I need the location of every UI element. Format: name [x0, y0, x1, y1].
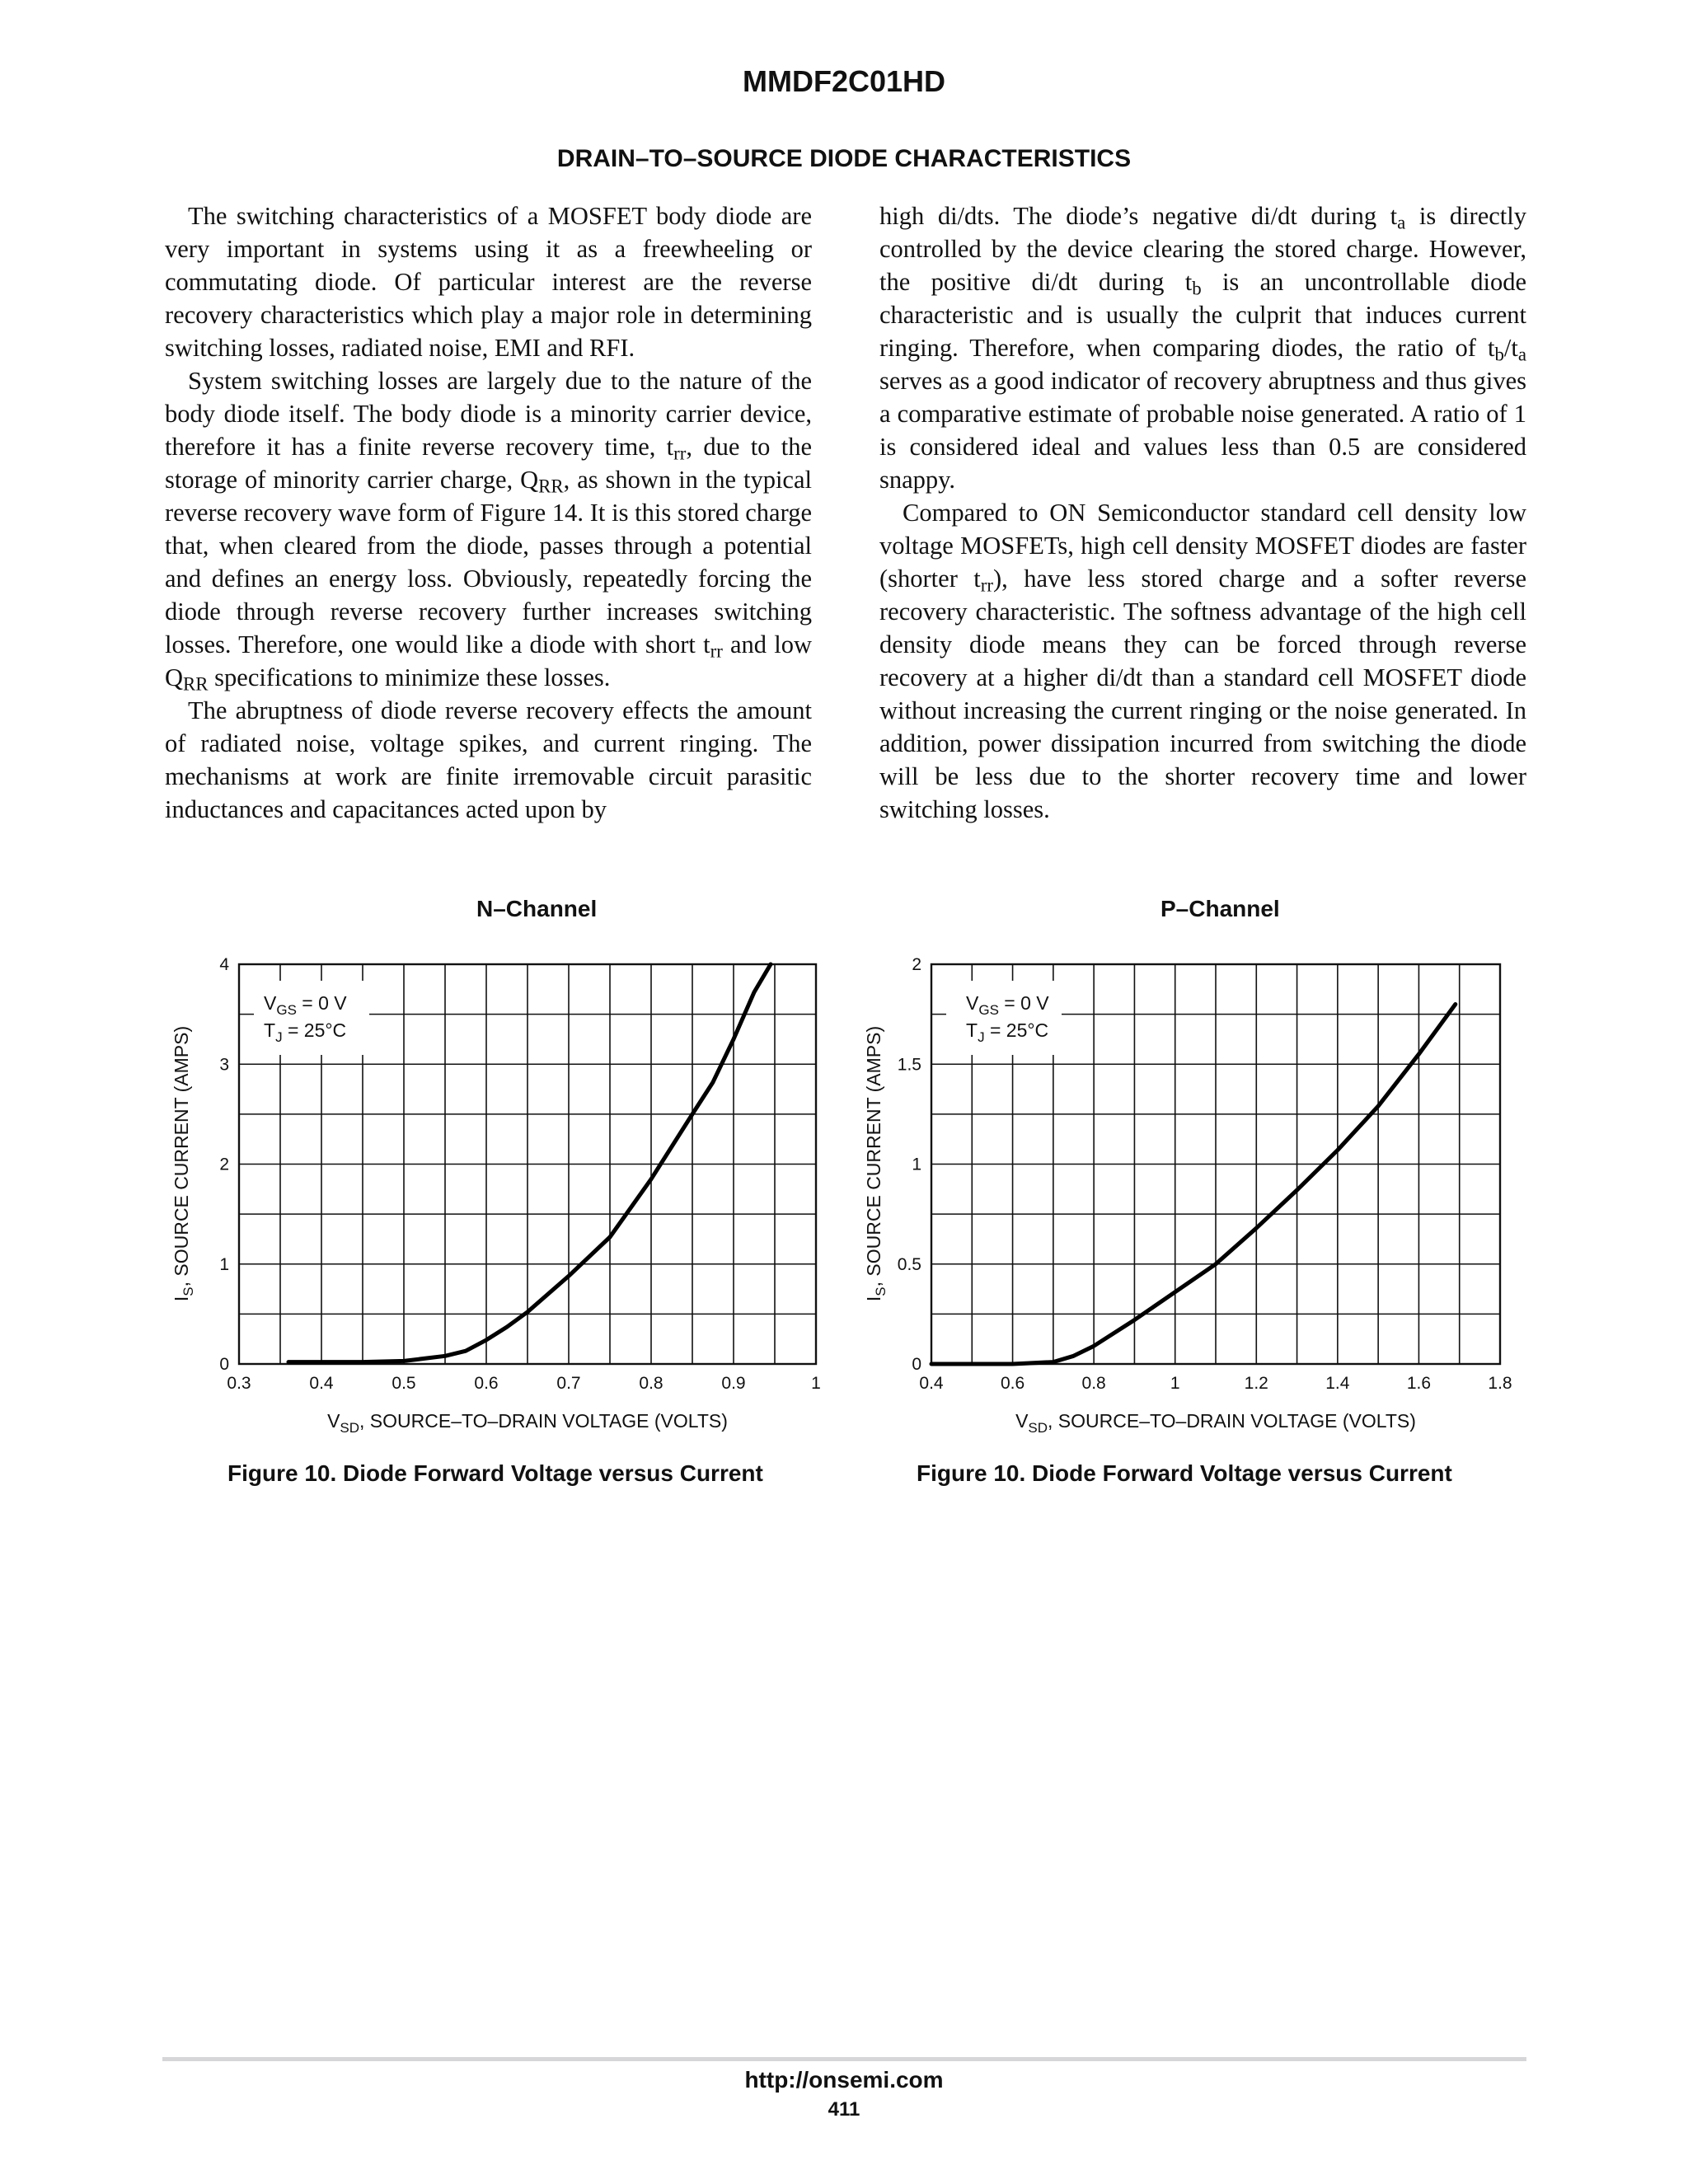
x-tick-label: 0.8 — [639, 1374, 663, 1393]
right-text-column — [879, 199, 1526, 826]
x-tick-label: 0.6 — [1000, 1374, 1025, 1393]
section-heading: DRAIN–TO–SOURCE DIODE CHARACTERISTICS — [556, 145, 1132, 172]
caption-n-channel: Figure 10. Diode Forward Voltage versus Current — [227, 1460, 763, 1486]
footer-rule — [162, 2057, 1526, 2061]
y-tick-label: 0 — [219, 1355, 229, 1374]
annotation-vgs: $V_{GS} = 0$ V — [966, 992, 1049, 1018]
y-tick-label: 1.5 — [897, 1055, 921, 1075]
paragraph-3: The abruptness of diode reverse recovery effects the amount of radiated noise, voltage spikes, and current ringing. The mechanisms at work are finite irremovable circuit parasitic inductances and capacitances acted upon by — [165, 696, 812, 823]
x-tick-label: 0.4 — [919, 1374, 944, 1393]
series-line — [931, 1005, 1456, 1365]
paragraph-1: The switching characteristics of a MOSFET body diode are very important in systems using it as a freewheeling or commutating diode. Of particular interest are the reverse recovery characteristics which play a major role in determining switching losses, radiated noise, EMI and RFI. — [165, 202, 812, 362]
chart-n-channel — [148, 948, 841, 1442]
chart-title-p-channel: P–Channel — [1160, 896, 1280, 921]
x-tick-label: 1.8 — [1488, 1374, 1512, 1393]
x-axis-label: $V_{SD}$, SOURCE–TO–DRAIN VOLTAGE (VOLTS) — [327, 1410, 728, 1436]
annotation-vgs: $V_{GS} = 0$ V — [264, 992, 347, 1018]
paragraph-2: System switching losses are largely due to the nature of the body diode itself. The body diode is a minority carrier device, therefore it has a finite reverse recovery time, $t_{rr}$, due to the storage of minority carrier charge, $Q_{RR}$, as shown in the typical reverse recovery wave form of Figure 14. It is this stored charge that, when cleared from the diode, passes through a potential and defines an energy loss. Obviously, repeatedly forcing the diode through reverse recovery further increases switching losses. Therefore, one would like a diode with short $t_{rr}$ and low $Q_{RR}$ specifications to minimize these losses. — [165, 367, 812, 695]
x-tick-label: 0.5 — [392, 1374, 416, 1393]
y-tick-label: 1 — [912, 1155, 921, 1174]
x-tick-label: 1.2 — [1244, 1374, 1268, 1393]
caption-p-channel: Figure 10. Diode Forward Voltage versus Current — [917, 1460, 1452, 1486]
paragraph-5: Compared to ON Semiconductor standard cell density low voltage MOSFETs, high cell density MOSFET diodes are faster (shorter $t_{rr}$), have less stored charge and a softer reverse recovery characteristic. The softness advantage of the high cell density diode means they can be forced through reverse recovery at a higher di/dt than a standard cell MOSFET diode without increasing the current ringing or the noise generated. In addition, power dissipation incurred from switching the diode will be less due to the shorter recovery time and lower switching losses. — [879, 499, 1526, 823]
chart-p-channel — [841, 948, 1533, 1442]
page-title: MMDF2C01HD — [742, 64, 946, 98]
x-tick-label: 0.9 — [721, 1374, 746, 1393]
x-tick-label: 0.6 — [474, 1374, 499, 1393]
y-axis-label: $I_S$, SOURCE CURRENT (AMPS) — [863, 1025, 889, 1302]
y-tick-label: 4 — [219, 955, 229, 974]
x-tick-label: 0.7 — [556, 1374, 581, 1393]
y-tick-label: 2 — [219, 1155, 229, 1174]
page-number: 411 — [828, 2098, 860, 2121]
annotation-tj: $T_J = 25^\circ C$ — [966, 1019, 1049, 1045]
x-tick-label: 0.4 — [309, 1374, 334, 1393]
footer-url[interactable]: http://onsemi.com — [744, 2067, 944, 2093]
y-tick-label: 3 — [219, 1055, 229, 1075]
x-tick-label: 1.6 — [1406, 1374, 1432, 1393]
annotation-tj: $T_J = 25^\circ C$ — [264, 1019, 347, 1045]
paragraph-4: high di/dts. The diode’s negative di/dt during $t_a$ is directly controlled by the device clearing the stored charge. However, the positive di/dt during $t_b$ is an uncontrollable diode characteristic and is usually the culprit that induces current ringing. Therefore, when comparing diodes, the ratio of $t_b/t_a$ serves as a good indicator of recovery abruptness and thus gives a comparative estimate of probable noise generated. A ratio of 1 is considered ideal and values less than 0.5 are considered snappy. — [879, 202, 1526, 494]
y-tick-label: 0 — [912, 1355, 921, 1374]
y-tick-label: 0.5 — [897, 1254, 921, 1274]
x-axis-label: $V_{SD}$, SOURCE–TO–DRAIN VOLTAGE (VOLTS) — [1015, 1410, 1416, 1436]
x-tick-label: 1 — [811, 1374, 821, 1393]
chart-title-n-channel: N–Channel — [476, 896, 598, 921]
x-tick-label: 1 — [1170, 1374, 1180, 1393]
x-tick-label: 1.4 — [1325, 1374, 1350, 1393]
x-tick-label: 0.3 — [227, 1374, 251, 1393]
x-tick-label: 0.8 — [1081, 1374, 1106, 1393]
left-text-column — [165, 199, 812, 826]
y-tick-label: 1 — [219, 1254, 229, 1274]
y-axis-label: $I_S$, SOURCE CURRENT (AMPS) — [171, 1025, 196, 1302]
y-tick-label: 2 — [912, 955, 921, 974]
